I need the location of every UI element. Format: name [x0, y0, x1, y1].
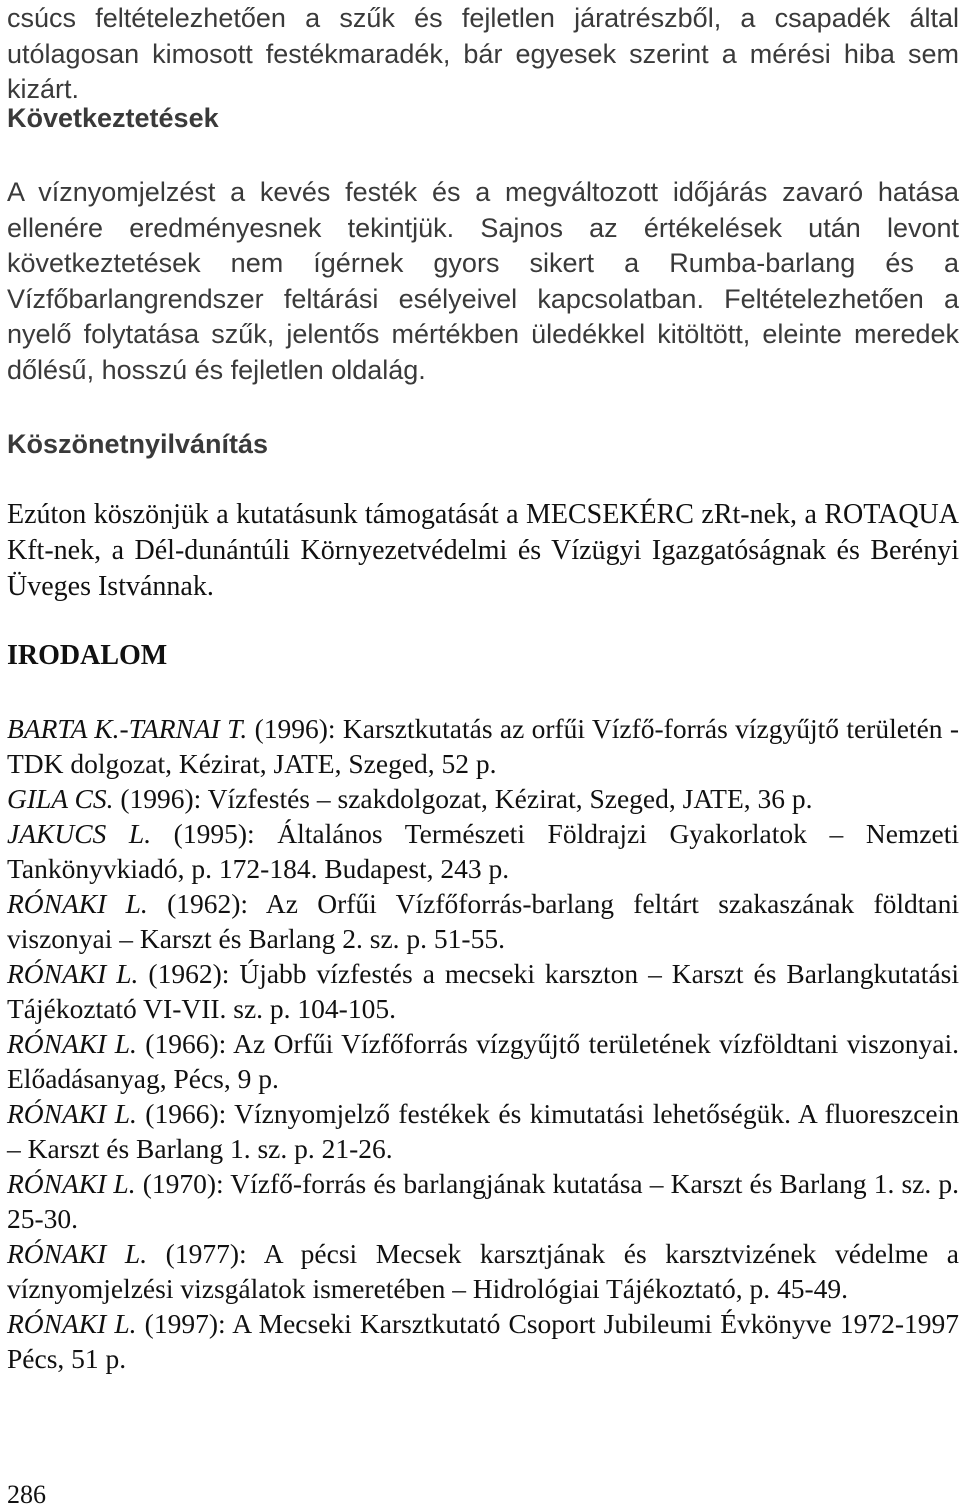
reference-text: (1966): Víznyomjelző festékek és kimutatási lehetőségük. A fluoreszcein – Karszt és Barlang 1. sz. p. 21-26. — [7, 1098, 959, 1164]
conclusions-paragraph: A víznyomjelzést a kevés festék és a megváltozott időjárás zavaró hatása ellenére eredményesnek tekintjük. Sajnos az értékelések után levont következtetések nem ígérnek gyors sikert a Rumba-barlang és a Vízfőbarlangrendszer feltárási esélyeivel kapcsolatban. Feltételezhetően a nyelő folytatása szűk, jelentős mértékben üledékkel kitöltött, eleinte meredek dőlésű, hosszú és fejletlen oldalág. — [7, 177, 959, 385]
reference-item — [7, 711, 959, 781]
reference-text: (1996): Vízfestés – szakdolgozat, Kézirat, Szeged, JATE, 36 p. — [113, 783, 813, 814]
reference-author: RÓNAKI L. — [7, 1028, 137, 1059]
acknowledgement-paragraph: Ezúton köszönjük a kutatásunk támogatását a MECSEKÉRC zRt-nek, a ROTAQUA Kft-nek, a Dél-dunántúli Környezetvédelmi és Vízügyi Igazgatóságnak és Berényi Üveges Istvánnak. — [7, 499, 959, 602]
reference-text: (1966): Az Orfűi Vízfőforrás vízgyűjtő területének vízföldtani viszonyai. Előadásanyag, Pécs, 9 p. — [7, 1028, 959, 1094]
reference-text: (1995): Általános Természeti Földrajzi Gyakorlatok – Nemzeti Tankönyvkiadó, p. 172-184. Budapest, 243 p. — [7, 818, 960, 884]
reference-item — [7, 1026, 959, 1096]
reference-text: (1970): Vízfő-forrás és barlangjának kutatása – Karszt és Barlang 1. sz. p. 25-30. — [7, 1168, 959, 1234]
reference-item — [7, 1096, 959, 1166]
reference-item — [7, 1306, 959, 1376]
conclusions-heading: Következtetések — [7, 103, 219, 133]
references-list — [7, 711, 959, 1376]
reference-author: JAKUCS L. — [7, 818, 152, 849]
reference-text: (1962): Újabb vízfestés a mecseki karszton – Karszt és Barlangkutatási Tájékoztató VI-VII. sz. p. 104-105. — [7, 958, 959, 1024]
reference-text: (1977): A pécsi Mecsek karsztjának és karsztvizének védelme a víznyomjelzési vizsgálatok ismeretében – Hidrológiai Tájékoztató, p. 45-49. — [7, 1238, 959, 1304]
reference-author: GILA CS. — [7, 783, 114, 814]
reference-text: (1997): A Mecseki Karsztkutató Csoport Jubileumi Évkönyve 1972-1997 Pécs, 51 p. — [7, 1308, 959, 1374]
reference-author: RÓNAKI L. — [7, 1238, 148, 1269]
reference-item — [7, 886, 959, 956]
reference-item — [7, 1166, 959, 1236]
reference-author: RÓNAKI L. — [7, 1308, 137, 1339]
acknowledgement-heading: Köszönetnyilvánítás — [7, 429, 269, 459]
reference-text: (1996): Karsztkutatás az orfűi Vízfő-forrás vízgyűjtő területén - TDK dolgozat, Kézirat, JATE, Szeged, 52 p. — [7, 713, 960, 779]
reference-author: RÓNAKI L. — [7, 1098, 137, 1129]
reference-item — [7, 956, 959, 1026]
reference-author: BARTA K.-TARNAI T. — [7, 713, 248, 744]
reference-item — [7, 816, 959, 886]
page-number: 286 — [7, 1480, 46, 1509]
reference-item — [7, 781, 959, 816]
reference-author: RÓNAKI L. — [7, 1168, 136, 1199]
continuation-paragraph: csúcs feltételezhetően a szűk és fejletlen járatrészből, a csapadék által utólagosan kimosott festékmaradék, bár egyesek szerint a mérési hiba sem kizárt. — [7, 3, 959, 104]
references-heading: IRODALOM — [7, 640, 168, 671]
reference-author: RÓNAKI L. — [7, 888, 148, 919]
reference-item — [7, 1236, 959, 1306]
reference-text: (1962): Az Orfűi Vízfőforrás-barlang feltárt szakaszának földtani viszonyai – Karszt és Barlang 2. sz. p. 51-55. — [7, 888, 960, 954]
reference-author: RÓNAKI L. — [7, 958, 139, 989]
